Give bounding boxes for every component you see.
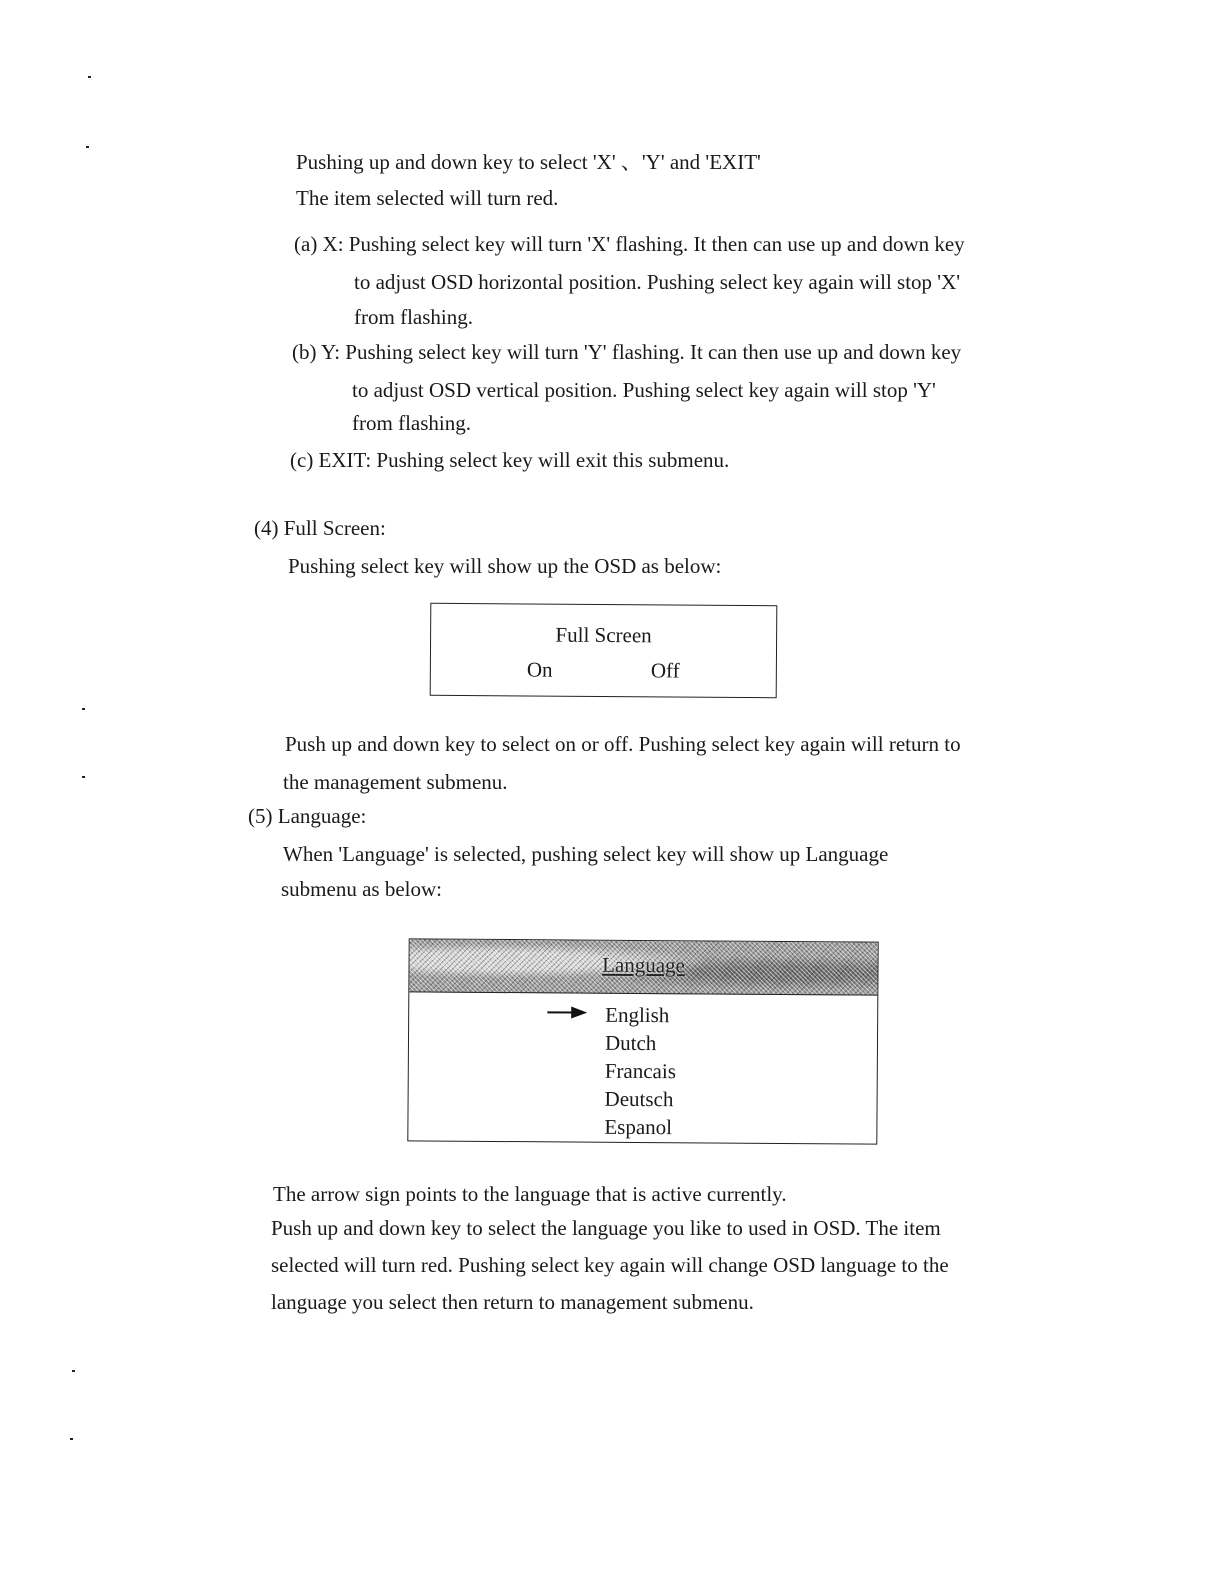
language-osd-title: Language [602, 952, 686, 978]
scan-speck [82, 776, 85, 778]
full-screen-desc: Pushing select key will show up the OSD as below: [288, 554, 722, 578]
language-osd-box [407, 938, 878, 1144]
language-osd-header [409, 939, 877, 995]
language-after-line-1: The arrow sign points to the language that is active currently. [273, 1182, 787, 1206]
intro-line-2: The item selected will turn red. [296, 186, 559, 210]
language-heading: (5) Language: [248, 804, 367, 828]
language-desc-line-2: submenu as below: [281, 877, 442, 901]
full-screen-osd-title: Full Screen [555, 622, 652, 648]
full-screen-osd-on-option[interactable]: On [526, 657, 553, 682]
language-option-english[interactable]: English [605, 1002, 670, 1028]
language-option-francais[interactable]: Francais [604, 1058, 677, 1084]
intro-line-1: Pushing up and down key to select 'X' 、'Y' and 'EXIT' [296, 150, 761, 174]
full-screen-osd-off-option[interactable]: Off [650, 658, 680, 683]
scan-speck [82, 708, 85, 710]
active-language-arrow-icon [547, 1004, 587, 1020]
scan-speck [70, 1438, 73, 1440]
full-screen-osd-box [430, 603, 778, 698]
scan-speck [72, 1370, 75, 1372]
item-a-line-1: (a) X: Pushing select key will turn 'X' flashing. It then can use up and down key [294, 232, 965, 256]
language-after-line-4: language you select then return to management submenu. [271, 1290, 754, 1314]
scan-speck [88, 76, 91, 78]
language-option-deutsch[interactable]: Deutsch [604, 1086, 674, 1112]
item-a-line-2: to adjust OSD horizontal position. Pushing select key again will stop 'X' [354, 270, 961, 294]
item-a-line-3: from flashing. [354, 305, 473, 329]
item-b-line-1: (b) Y: Pushing select key will turn 'Y' flashing. It can then use up and down key [292, 340, 962, 364]
scan-speck [86, 146, 89, 148]
full-screen-after-line-1: Push up and down key to select on or off. Pushing select key again will return to [285, 732, 961, 756]
language-after-line-3: selected will turn red. Pushing select key again will change OSD language to the [271, 1253, 949, 1277]
language-option-dutch[interactable]: Dutch [604, 1030, 657, 1056]
item-b-line-2: to adjust OSD vertical position. Pushing select key again will stop 'Y' [352, 378, 936, 402]
language-after-line-2: Push up and down key to select the language you like to used in OSD. The item [271, 1216, 941, 1240]
item-b-line-3: from flashing. [352, 411, 471, 435]
full-screen-heading: (4) Full Screen: [254, 516, 386, 540]
language-desc-line-1: When 'Language' is selected, pushing select key will show up Language [283, 842, 889, 866]
full-screen-after-line-2: the management submenu. [283, 770, 508, 794]
item-c-line-1: (c) EXIT: Pushing select key will exit this submenu. [290, 448, 730, 472]
language-option-espanol[interactable]: Espanol [604, 1114, 673, 1140]
